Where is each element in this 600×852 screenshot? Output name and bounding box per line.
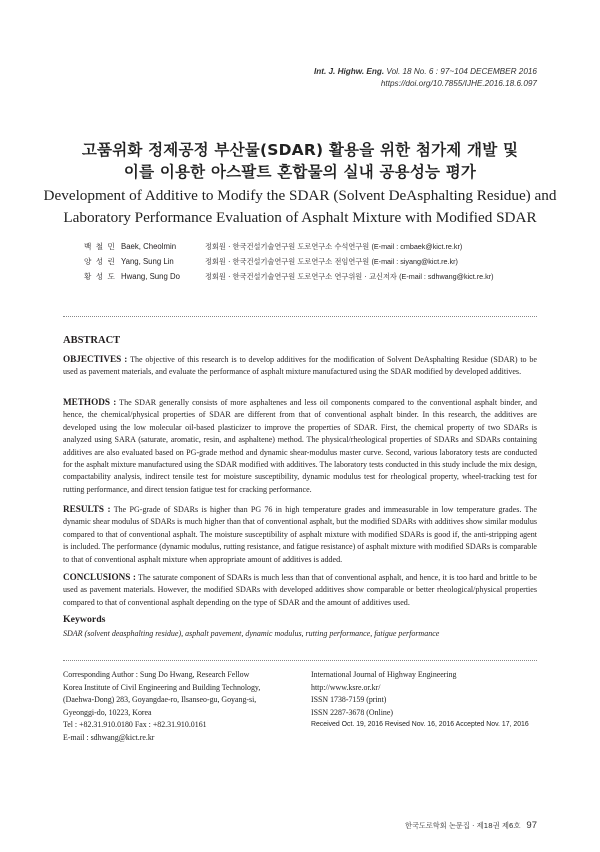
journal-citation: [314, 66, 537, 78]
dotted-divider: [63, 660, 537, 661]
author-row: [84, 254, 494, 269]
journal-info-line: ISSN 1738-7159 (print): [311, 695, 387, 704]
journal-url-link[interactable]: http://www.ksre.or.kr/: [311, 682, 381, 692]
author-name-korean: 양 성 린: [84, 257, 116, 267]
received-dates: Received Oct. 19, 2016 Revised Nov. 16, 2016 Accepted Nov. 17, 2016: [311, 721, 529, 728]
author-name-english: Hwang, Sung Do: [121, 272, 180, 282]
author-name-korean: 황 성 도: [84, 272, 116, 282]
author-affiliation: [205, 254, 458, 269]
footer-journal-name: 한국도로학회 논문집 · 제18권 제6호: [405, 821, 521, 830]
journal-header: [314, 66, 537, 90]
objectives-label: OBJECTIVES :: [63, 354, 128, 364]
conclusions-text: The saturate component of SDARs is much less than that of conventional asphalt, and hence, it is too hard and brittle to be used as pavement materials. However, the modified SDARs with developed additives show comparable or better rheological/physical properties compared to that of conventional asphalt depending on the type of SDAR and the amount of additives used.: [63, 573, 538, 607]
affiliation-text: 정회원 · 한국건설기술연구원 도로연구소 연구위원 · 교신저자: [205, 272, 397, 282]
keywords-text: SDAR (solvent deasphalting residue), asphalt pavement, dynamic modulus, rutting performance, fatigue performance: [63, 629, 440, 638]
results-text: The PG-grade of SDARs is higher than PG 76 in high temperature grades and immeasurable in low temperature grades. The dynamic shear modulus of SDARs is much higher than that of conventional asphalt, but the modified SDARs with additives show similar modulus compared to that of conventional asphalt. The moisture susceptibility of asphalt mixture with modified SDARs is good if, the anti-stripping agent is included. The performance (dynamic modulus, rutting resistance, and fatigue resistance) of asphalt mixture with modified SDARs is comparable to that of conventional asphalt mixture when appropriate amount of additives is added.: [63, 505, 537, 564]
footnote-line: Gyeonggi-do, 10223, Korea: [63, 707, 152, 717]
author-email: (E-mail : cmbaek@kict.re.kr): [371, 242, 463, 251]
journal-info-block: [311, 669, 537, 732]
objectives-text: The objective of this research is to develop additives for the modification of Solvent DeAsphalting Residue (SDAR) to be used as pavement materials, and evaluate the performance of asphalt mixture manufactured using the SDAR modified by developed additives.: [63, 355, 537, 377]
korean-title-line-2: 이를 이용한 아스팔트 혼합물의 실내 공용성능 평가: [123, 163, 477, 181]
author-email: (E-mail : sdhwang@kict.re.kr): [399, 272, 494, 282]
footnote-line: (Daehwa-Dong) 283, Goyangdae-ro, Ilsanseo-gu, Goyang-si,: [63, 695, 257, 704]
footnote-line: Korea Institute of Civil Engineering and Building Technology,: [63, 682, 261, 692]
english-title-line-1: Development of Additive to Modify the SDAR (Solvent DeAsphalting Residue) and: [43, 187, 557, 204]
footnote-line: Tel : +82.31.910.0180 Fax : +82.31.910.0161: [63, 720, 207, 729]
methods-label: METHODS :: [63, 397, 117, 407]
author-email: (E-mail : siyang@kict.re.kr): [371, 257, 458, 267]
journal-name: Int. J. Highw. Eng.: [313, 67, 385, 76]
dotted-divider: [63, 316, 537, 317]
volume-info: Vol. 18 No. 6 : 97~104 DECEMBER 2016: [386, 67, 537, 76]
abstract-heading: ABSTRACT: [63, 335, 121, 346]
methods-text: The SDAR generally consists of more asphaltenes and less oil components compared to the conventional asphalt binder, and hence, the chemical/physical properties of SDAR are different from that of conventional asphalt binder. In this research, the additives are developed using the low molecular oil-based plasticizer to improve the properties of SDAR. First, the chemical property of two SDARs is analyzed using SARA (saturate, aromatic, resin, and asphaltene) method. The physical/rheological properties of SDARs and SDARs containing additives are also evaluated based on PG-grade method and dynamic shear-modulus master curve. Second, various laboratory tests are conducted for the asphalt mixture manufactured using the SDAR modified with additives. The laboratory tests conducted in this study include the mix design, compactability analysis, indirect tensile test for moisture susceptibility, dynamic modulus test for rheological property, wheel-tracking test for rutting performance, and direct tension fatigue test for cracking performance.: [63, 398, 537, 494]
english-title-line-2: Laboratory Performance Evaluation of Asphalt Mixture with Modified SDAR: [63, 209, 537, 226]
journal-info-line: International Journal of Highway Engineering: [311, 670, 457, 679]
author-name-korean: 백 철 민: [84, 242, 116, 251]
journal-info-line: ISSN 2287-3678 (Online): [311, 707, 393, 717]
objectives-paragraph: [63, 353, 537, 379]
author-affiliation: [205, 269, 494, 284]
korean-title-line-1: 고품위화 정제공정 부산물(SDAR) 활용을 위한 첨가제 개발 및: [81, 141, 519, 159]
conclusions-label: CONCLUSIONS :: [63, 572, 136, 582]
footnote-email[interactable]: E-mail : sdhwang@kict.re.kr: [63, 732, 155, 742]
author-list: [84, 239, 494, 285]
author-row: [84, 269, 494, 284]
corresponding-author-block: [63, 669, 303, 744]
results-paragraph: [63, 503, 537, 566]
affiliation-text: 정회원 · 한국건설기술연구원 도로연구소 전임연구원: [205, 257, 370, 267]
affiliation-text: 정회원 · 한국건설기술연구원 도로연구소 수석연구원: [205, 242, 370, 251]
author-name-english: Baek, Cheolmin: [121, 242, 177, 251]
author-row: [84, 239, 494, 254]
doi-link[interactable]: https://doi.org/10.7855/IJHE.2016.18.6.097: [380, 79, 537, 88]
conclusions-paragraph: [63, 571, 537, 609]
footnote-line: Corresponding Author : Sung Do Hwang, Research Fellow: [63, 670, 250, 679]
page-footer: [405, 820, 537, 831]
page-number: 97: [526, 820, 537, 831]
author-name-english: Yang, Sung Lin: [121, 257, 174, 267]
keywords-heading: Keywords: [63, 614, 106, 625]
methods-paragraph: [63, 396, 537, 496]
author-affiliation: [205, 239, 462, 254]
results-label: RESULTS :: [63, 504, 111, 514]
